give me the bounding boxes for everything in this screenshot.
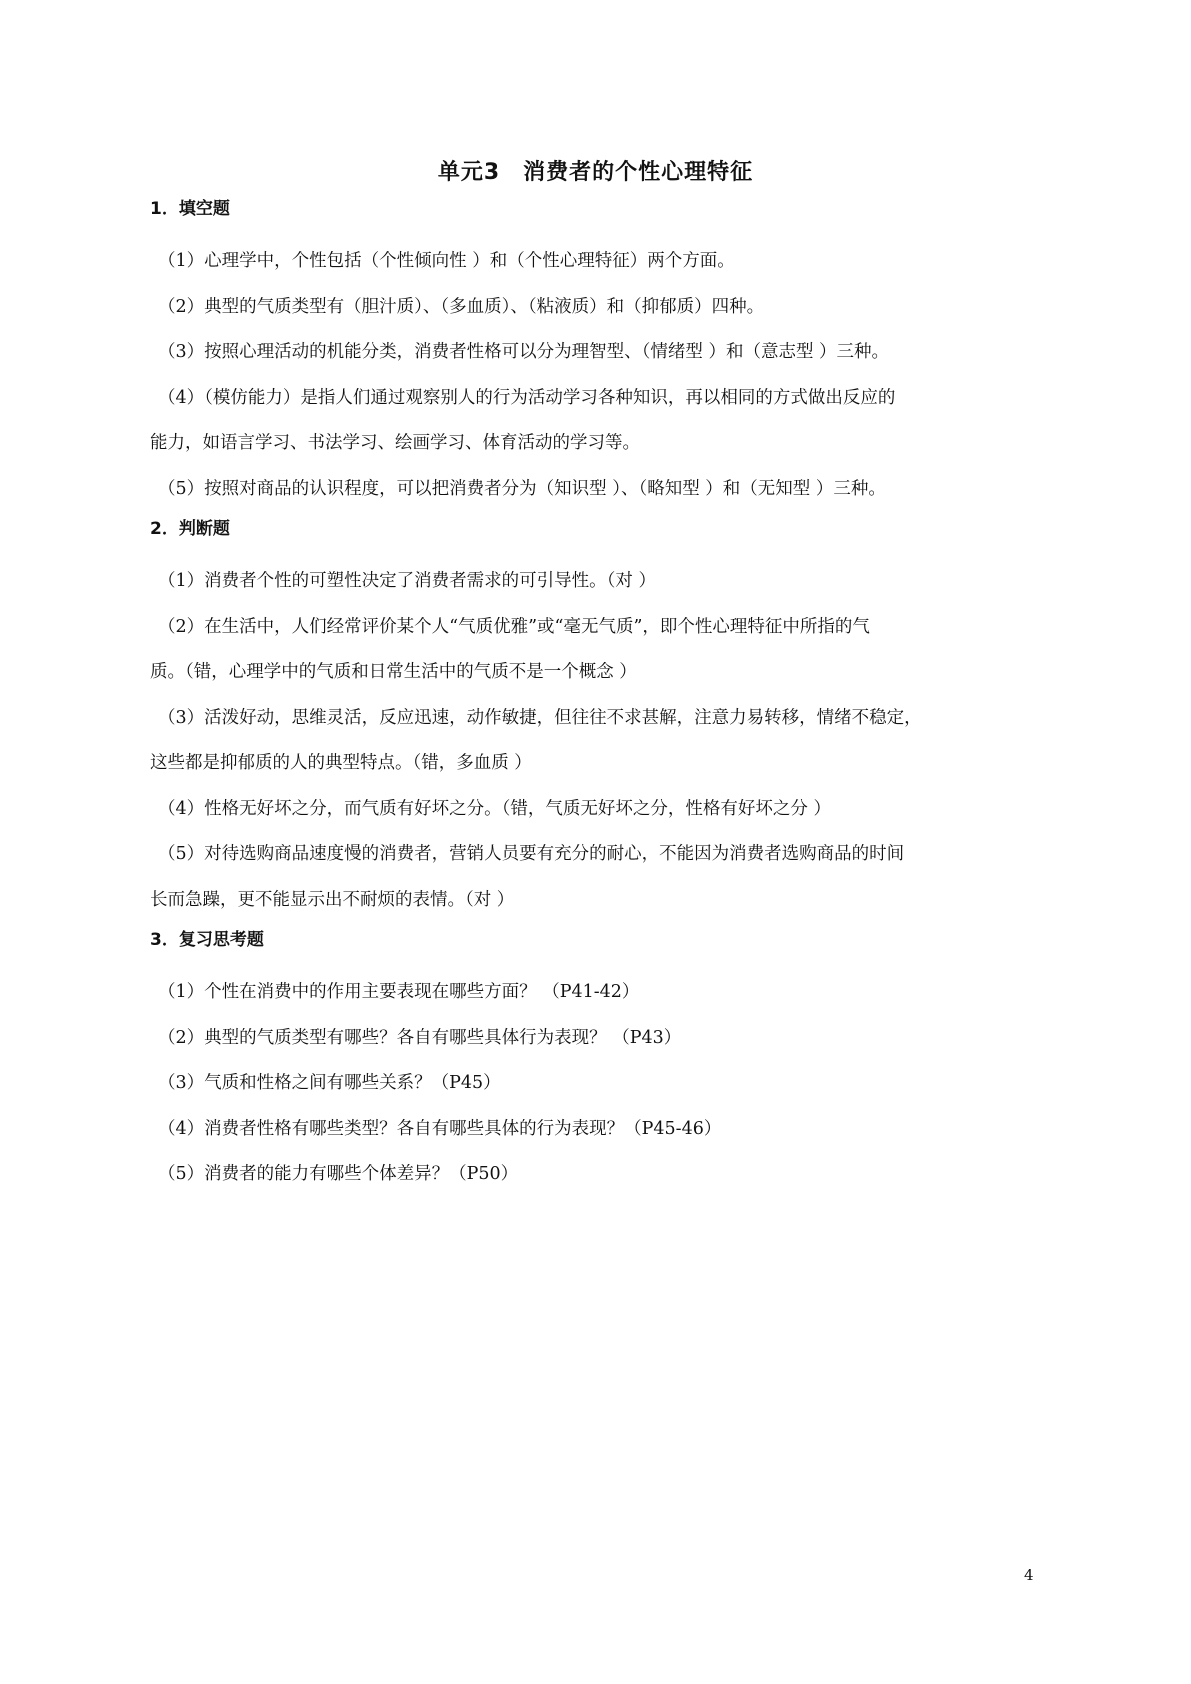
question-item <box>150 1061 1050 1107</box>
question-item <box>150 970 1050 1016</box>
question-line: （5）按照对商品的认识程度，可以把消费者分为（知识型 ）、（略知型 ）和（无知型 ）三种。 <box>158 478 886 499</box>
question-line: （2）典型的气质类型有（胆汁质）、（多血质）、（粘液质）和（抑郁质）四种。 <box>158 296 765 317</box>
section-fill-in-the-blank <box>150 196 1050 512</box>
question-line: （3）气质和性格之间有哪些关系？（P45） <box>158 1073 501 1093</box>
question-line: （1）消费者个性的可塑性决定了消费者需求的可引导性。（对 ） <box>158 571 656 591</box>
question-line: （4）消费者性格有哪些类型？各自有哪些具体的行为表现？（P45-46） <box>158 1118 722 1139</box>
question-item <box>150 787 1050 833</box>
section-true-false <box>150 516 1050 923</box>
question-line-continued: 这些都是抑郁质的人的典型特点。（错，多血质 ） <box>150 753 532 773</box>
question-item <box>150 239 1050 285</box>
question-line: （5）消费者的能力有哪些个体差异？（P50） <box>158 1164 519 1184</box>
question-item <box>150 696 1050 787</box>
question-line-continued: 长而急躁，更不能显示出不耐烦的表情。（对 ） <box>150 889 515 910</box>
section-heading: 3．复习思考题 <box>150 930 264 950</box>
question-item <box>150 285 1050 331</box>
document-body <box>150 196 1050 1198</box>
page-number: 4 <box>1024 1566 1034 1584</box>
question-line: （4）（模仿能力）是指人们通过观察别人的行为活动学习各种知识，再以相同的方式做出反应的 <box>158 387 896 408</box>
question-line: （4）性格无好坏之分，而气质有好坏之分。（错，气质无好坏之分，性格有好坏之分 ） <box>158 798 831 819</box>
section-heading: 2．判断题 <box>150 519 230 539</box>
section-heading: 1．填空题 <box>150 199 230 219</box>
question-item <box>150 376 1050 467</box>
question-item <box>150 559 1050 605</box>
question-line: （1）心理学中，个性包括（个性倾向性 ）和（个性心理特征）两个方面。 <box>158 251 735 271</box>
question-item <box>150 1016 1050 1062</box>
question-line: （1）个性在消费中的作用主要表现在哪些方面？ （P41-42） <box>158 982 640 1002</box>
question-line: （2）在生活中，人们经常评价某个人“气质优雅”或“毫无气质”，即个性心理特征中所指的气 <box>158 616 870 637</box>
question-line: （2）典型的气质类型有哪些？各自有哪些具体行为表现？ （P43） <box>158 1027 682 1048</box>
question-line-continued: 质。（错，心理学中的气质和日常生活中的气质不是一个概念 ） <box>150 662 637 682</box>
question-line: （3）按照心理活动的机能分类，消费者性格可以分为理智型、（情绪型 ）和（意志型 ）三种。 <box>158 342 890 362</box>
question-item <box>150 1152 1050 1198</box>
section-review-questions <box>150 927 1050 1198</box>
question-line: （3）活泼好动，思维灵活，反应迅速，动作敏捷，但往往不求甚解，注意力易转移，情绪不稳定， <box>158 707 922 728</box>
question-item <box>150 330 1050 376</box>
question-item <box>150 1107 1050 1153</box>
question-item <box>150 832 1050 923</box>
page-title: 单元3 消费者的个性心理特征 <box>437 160 754 185</box>
question-item <box>150 605 1050 696</box>
question-item <box>150 467 1050 513</box>
question-line-continued: 能力，如语言学习、书法学习、绘画学习、体育活动的学习等。 <box>150 433 640 453</box>
question-line: （5）对待选购商品速度慢的消费者，营销人员要有充分的耐心，不能因为消费者选购商品的时间 <box>158 844 905 864</box>
